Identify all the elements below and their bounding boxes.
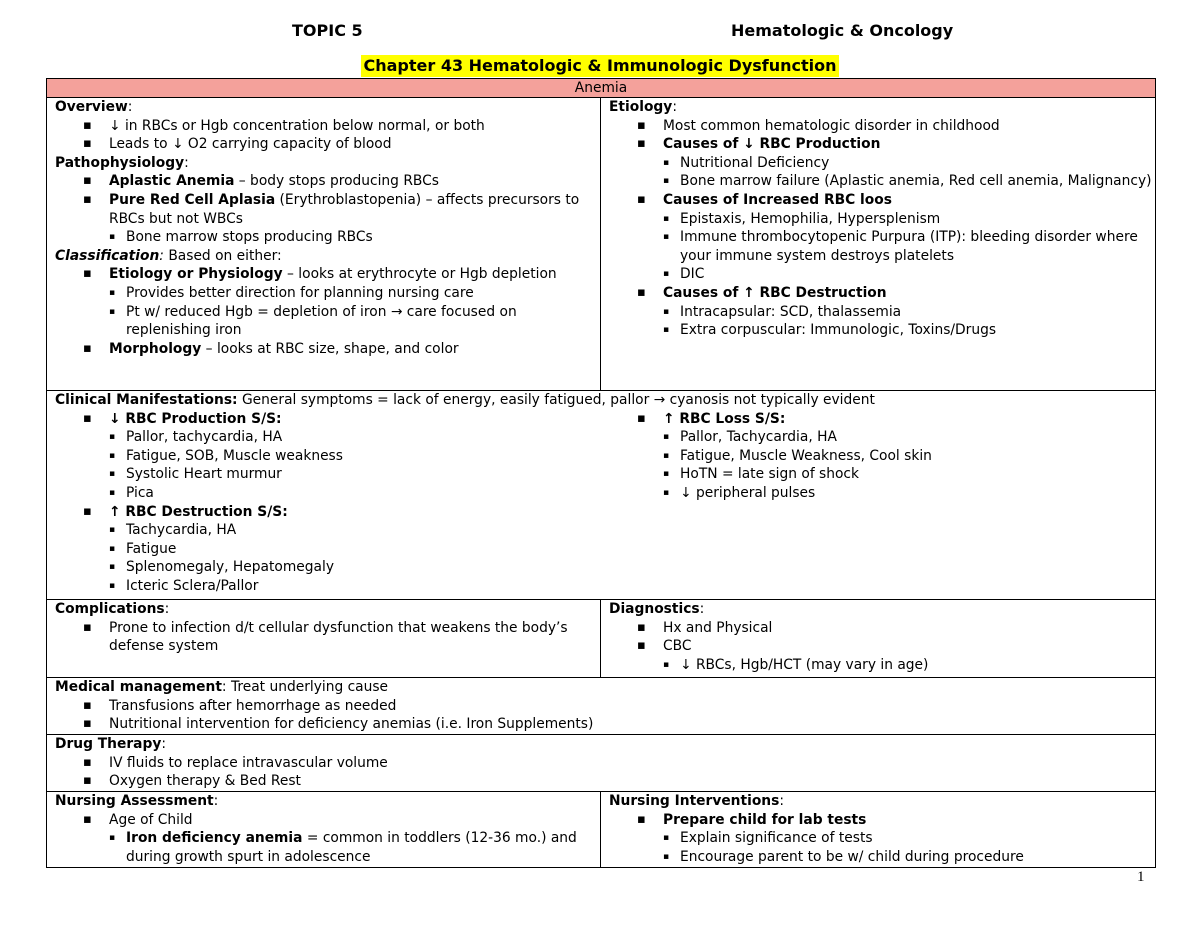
- sub-list-item: ▪ Pica: [55, 484, 609, 503]
- nursing-row: [47, 792, 1156, 868]
- sub-list-item: ▪ DIC: [609, 265, 1155, 284]
- sub-list-item: ▪ Bone marrow stops producing RBCs: [55, 228, 600, 247]
- chapter-title: Chapter 43 Hematologic & Immunologic Dysfunction: [363, 56, 837, 75]
- clinical-cell: [47, 391, 1156, 600]
- list-item: ▪ Morphology – looks at RBC size, shape, and color: [55, 340, 600, 359]
- medical-cell: [47, 678, 1156, 735]
- drug-heading: Drug Therapy:: [55, 736, 166, 752]
- topic-label: TOPIC 5: [292, 21, 363, 40]
- drug-cell: [47, 735, 1156, 792]
- complications-cell: [47, 600, 601, 678]
- list-item: ▪ Prone to infection d/t cellular dysfunction that weakens the body’s defense system: [55, 619, 600, 656]
- overview-heading: Overview:: [55, 99, 133, 115]
- medical-row: [47, 678, 1156, 735]
- list-item: ▪ CBC: [609, 637, 1155, 656]
- list-item: ▪ Causes of ↑ RBC Destruction: [609, 284, 1155, 303]
- sub-list-item: ▪ Bone marrow failure (Aplastic anemia, Red cell anemia, Malignancy): [609, 172, 1155, 191]
- list-item: ▪ ↓ RBC Production S/S:: [55, 410, 609, 429]
- list-item: ▪ Aplastic Anemia – body stops producing RBCs: [55, 172, 600, 191]
- sub-list-item: ▪ ↓ peripheral pulses: [609, 484, 1155, 503]
- overview-cell: [47, 98, 601, 391]
- sub-list-item: ▪ Explain significance of tests: [609, 829, 1155, 848]
- list-item: ▪ Age of Child: [55, 811, 600, 830]
- sub-list-item: ▪ Pallor, Tachycardia, HA: [609, 428, 1155, 447]
- sub-list-item: ▪ Nutritional Deficiency: [609, 154, 1155, 173]
- interventions-heading: Nursing Interventions:: [609, 793, 784, 809]
- list-item: ▪ Leads to ↓ O2 carrying capacity of blood: [55, 135, 600, 154]
- sub-list-item: ▪ Iron deficiency anemia = common in toddlers (12-36 mo.) and during growth spurt in adolescence: [55, 829, 600, 866]
- list-item: ▪ IV fluids to replace intravascular volume: [55, 754, 1155, 773]
- complications-heading: Complications:: [55, 601, 170, 617]
- section-header-row: [47, 79, 1156, 98]
- sub-list-item: ▪ HoTN = late sign of shock: [609, 465, 1155, 484]
- list-item: ▪ Hx and Physical: [609, 619, 1155, 638]
- sub-list-item: ▪ Immune thrombocytopenic Purpura (ITP): bleeding disorder where your immune system destroys platelets: [609, 228, 1155, 265]
- assessment-heading: Nursing Assessment:: [55, 793, 219, 809]
- classification-heading: Classification: Based on either:: [55, 247, 282, 264]
- clinical-heading: Clinical Manifestations: General symptoms = lack of energy, easily fatigued, pallor → cyanosis not typically evident: [55, 392, 875, 408]
- assessment-cell: [47, 792, 601, 868]
- sub-list-item: ▪ Pallor, tachycardia, HA: [55, 428, 609, 447]
- sub-list-item: ▪ Intracapsular: SCD, thalassemia: [609, 303, 1155, 322]
- sub-list-item: ▪ Fatigue, SOB, Muscle weakness: [55, 447, 609, 466]
- clinical-right: [609, 410, 1155, 596]
- etiology-cell: [601, 98, 1156, 391]
- list-item: ▪ Transfusions after hemorrhage as needed: [55, 697, 1155, 716]
- diagnostics-heading: Diagnostics:: [609, 601, 705, 617]
- interventions-cell: [601, 792, 1156, 868]
- clinical-left: [55, 410, 609, 596]
- list-item: ▪ ↑ RBC Destruction S/S:: [55, 503, 609, 522]
- sub-list-item: ▪ Tachycardia, HA: [55, 521, 609, 540]
- list-item: ▪ Causes of Increased RBC loos: [609, 191, 1155, 210]
- sub-list-item: ▪ Splenomegaly, Hepatomegaly: [55, 558, 609, 577]
- list-item: ▪ Prepare child for lab tests: [609, 811, 1155, 830]
- diagnostics-cell: [601, 600, 1156, 678]
- sub-list-item: ▪ Pt w/ reduced Hgb = depletion of iron → care focused on replenishing iron: [55, 303, 600, 340]
- sub-list-item: ▪ ↓ RBCs, Hgb/HCT (may vary in age): [609, 656, 1155, 675]
- sub-list-item: ▪ Epistaxis, Hemophilia, Hypersplenism: [609, 210, 1155, 229]
- section-header: Anemia: [47, 79, 1156, 98]
- page-header: [0, 21, 1200, 43]
- overview-row: [47, 98, 1156, 391]
- sub-list-item: ▪ Systolic Heart murmur: [55, 465, 609, 484]
- sub-list-item: ▪ Fatigue: [55, 540, 609, 559]
- medical-heading: Medical management: Treat underlying cause: [55, 679, 389, 695]
- list-item: ▪ ↑ RBC Loss S/S:: [609, 410, 1155, 429]
- drug-row: [47, 735, 1156, 792]
- anemia-table: [46, 78, 1156, 868]
- sub-list-item: ▪ Fatigue, Muscle Weakness, Cool skin: [609, 447, 1155, 466]
- list-item: ▪ Etiology or Physiology – looks at erythrocyte or Hgb depletion: [55, 265, 600, 284]
- sub-list-item: ▪ Encourage parent to be w/ child during procedure: [609, 848, 1155, 867]
- subject-label: Hematologic & Oncology: [731, 21, 954, 40]
- list-item: ▪ Causes of ↓ RBC Production: [609, 135, 1155, 154]
- patho-heading: Pathophysiology:: [55, 154, 189, 171]
- list-item: ▪ Pure Red Cell Aplasia (Erythroblastopenia) – affects precursors to RBCs but not WBCs: [55, 191, 600, 228]
- clinical-row: [47, 391, 1156, 600]
- sub-list-item: ▪ Provides better direction for planning nursing care: [55, 284, 600, 303]
- list-item: ▪ ↓ in RBCs or Hgb concentration below normal, or both: [55, 117, 600, 136]
- sub-list-item: ▪ Icteric Sclera/Pallor: [55, 577, 609, 596]
- page-number: 1: [1137, 869, 1145, 885]
- list-item: ▪ Nutritional intervention for deficiency anemias (i.e. Iron Supplements): [55, 715, 1155, 734]
- chapter-title-wrap: [0, 55, 1200, 77]
- etiology-heading: Etiology:: [609, 99, 677, 115]
- complications-row: [47, 600, 1156, 678]
- list-item: ▪ Oxygen therapy & Bed Rest: [55, 772, 1155, 791]
- list-item: ▪ Most common hematologic disorder in childhood: [609, 117, 1155, 136]
- sub-list-item: ▪ Extra corpuscular: Immunologic, Toxins/Drugs: [609, 321, 1155, 340]
